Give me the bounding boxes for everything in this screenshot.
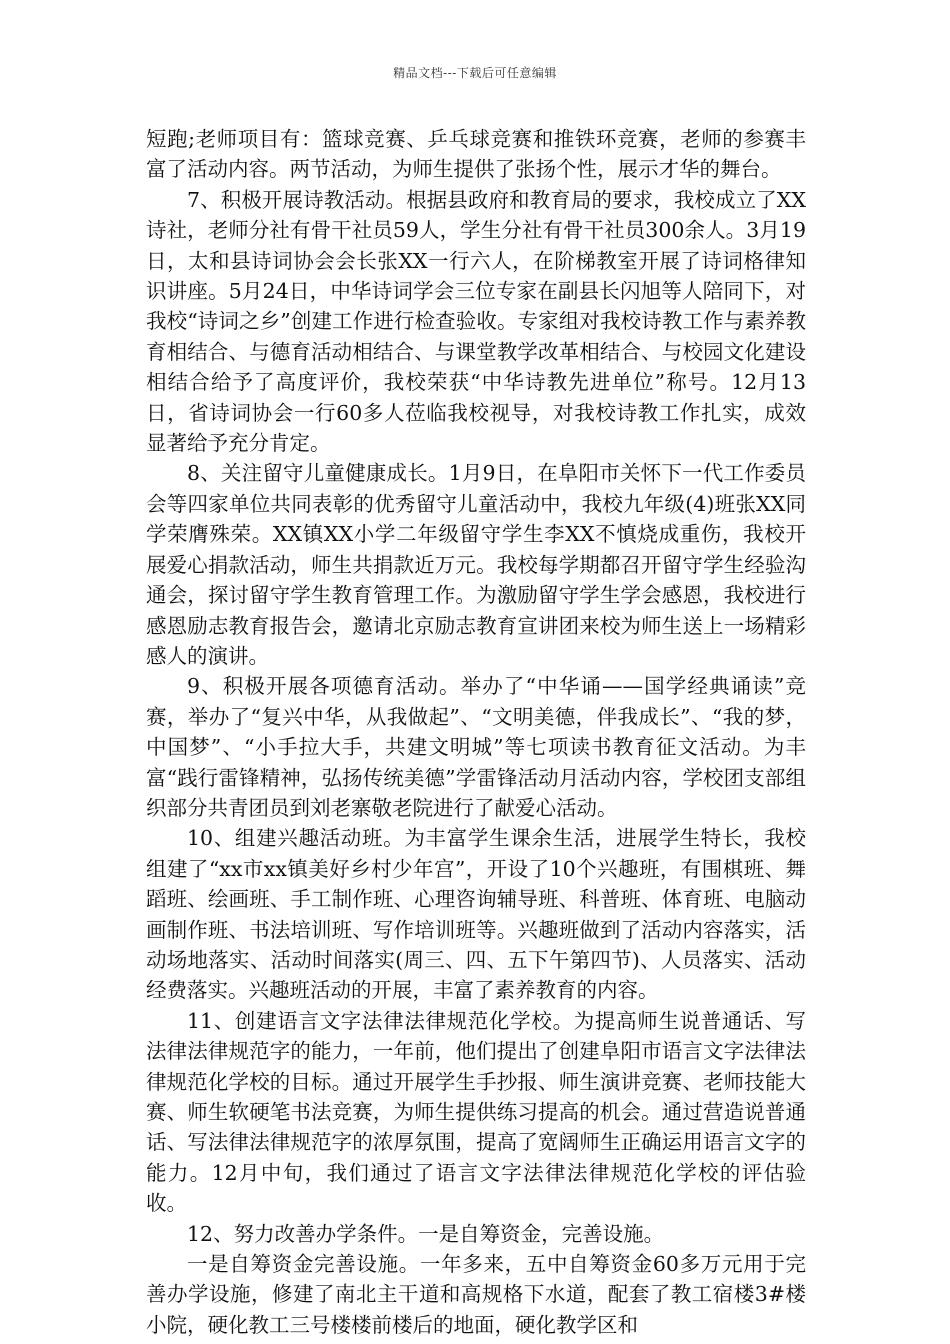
page-header: 精品文档---下载后可任意编辑 [393,66,557,80]
paragraph-poetry-activities: 7、积极开展诗教活动。根据县政府和教育局的要求，我校成立了XX诗社，老师分社有骨干社员59人，学生分社有骨干社员300余人。3月19日，太和县诗词协会会长张XX一行六人，在阶梯教室开展了诗词格律知识讲座。5月24日，中华诗词学会三位专家在副县长闪旭等人陪同下，对我校“诗词之乡”创建工作进行检查验收。专家组对我校诗教工作与素养教育相结合、与德育活动相结合、与课堂教学改革相结合、与校园文化建设相结合给予了高度评价，我校荣获“中华诗教先进单位”称号。12月13日，省诗词协会一行60多人莅临我校视导，对我校诗教工作扎实，成效显著给予充分肯定。 [146,187,806,456]
paragraph-moral-education: 9、积极开展各项德育活动。举办了“中华诵——国学经典诵读”竞赛，举办了“复兴中华，从我做起”、“文明美德，伴我成长”、“我的梦，中国梦”、“小手拉大手，共建文明城”等七项读书教育征文活动。为丰富“践行雷锋精神，弘扬传统美德”学雷锋活动月活动内容，学校团支部组织部分共青团员到刘老寨敬老院进行了献爱心活动。 [146,674,806,820]
paragraph-language-standardization: 11、创建语言文字法律法律规范化学校。为提高师生说普通话、写法律法律规范字的能力，一年前，他们提出了创建阜阳市语言文字法律法律规范化学校的目标。通过开展学生手抄报、师生演讲竞赛、老师技能大赛、师生软硬笔书法竞赛，为师生提供练习提高的机会。通过营造说普通话、写法律法律规范字的浓厚氛围，提高了宽阔师生正确运用语言文字的能力。12月中旬，我们通过了语言文字法律法律规范化学校的评估验收。 [146,1008,806,1216]
paragraph-sports-continuation: 短跑;老师项目有：篮球竞赛、乒乓球竞赛和推铁环竞赛，老师的参赛丰富了活动内容。两节活动，为师生提供了张扬个性，展示才华的舞台。 [146,127,806,182]
document-body [146,124,806,1340]
paragraph-self-funding: 一是自筹资金完善设施。一年多来，五中自筹资金60多万元用于完善办学设施，修建了南北主干道和高规格下水道，配套了教工宿楼3#楼小院，硬化教工三号楼楼前楼后的地面，硬化教学区和 [146,1252,806,1337]
paragraph-school-conditions-heading: 12、努力改善办学条件。一是自筹资金，完善设施。 [187,1221,665,1246]
paragraph-left-behind-children: 8、关注留守儿童健康成长。1月9日，在阜阳市关怀下一代工作委员会等四家单位共同表彰的优秀留守儿童活动中，我校九年级(4)班张XX同学荣膺殊荣。XX镇XX小学二年级留守学生李XX不慎烧成重伤，我校开展爱心捐款活动，师生共捐款近万元。我校每学期都召开留守学生经验沟通会，探讨留守学生教育管理工作。为激励留守学生学会感恩，我校进行感恩励志教育报告会，邀请北京励志教育宣讲团来校为师生送上一场精彩感人的演讲。 [146,461,806,668]
paragraph-interest-classes: 10、组建兴趣活动班。为丰富学生课余生活，进展学生特长，我校组建了“xx市xx镇美好乡村少年宫”，开设了10个兴趣班，有围棋班、舞蹈班、绘画班、手工制作班、心理咨询辅导班、科普班、体育班、电脑动画制作班、书法培训班、写作培训班等。兴趣班做到了活动内容落实，活动场地落实、活动时间落实(周三、四、五下午第四节)、人员落实、活动经费落实。兴趣班活动的开展，丰富了素养教育的内容。 [146,826,806,1003]
